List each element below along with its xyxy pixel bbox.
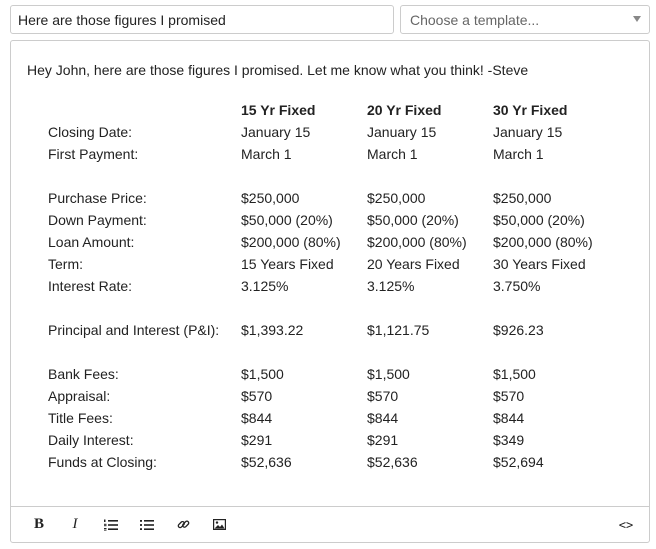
- image-icon: [213, 519, 226, 530]
- table-cell: $844: [241, 410, 273, 426]
- table-row: [48, 275, 603, 297]
- table-cell: $52,636: [241, 454, 292, 470]
- row-label: Appraisal:: [48, 388, 111, 404]
- table-cell: $1,500: [241, 366, 284, 382]
- table-cell: $50,000 (20%): [493, 212, 585, 228]
- column-header: 30 Yr Fixed: [493, 102, 568, 118]
- table-cell: $570: [241, 388, 273, 404]
- template-select[interactable]: [400, 5, 650, 34]
- table-cell: $291: [241, 432, 273, 448]
- numbered-list-button[interactable]: [93, 510, 129, 540]
- row-label: Down Payment:: [48, 212, 147, 228]
- column-header: 15 Yr Fixed: [241, 102, 316, 118]
- spacer-row: [48, 297, 603, 319]
- table-cell: $50,000 (20%): [367, 212, 459, 228]
- table-row: [48, 319, 603, 341]
- table-cell: [367, 341, 493, 363]
- message-editor[interactable]: [10, 40, 650, 543]
- row-label: Bank Fees:: [48, 366, 119, 382]
- figures-table: [48, 99, 603, 473]
- table-cell: [367, 297, 493, 319]
- row-label: [48, 297, 241, 319]
- table-cell: $250,000: [493, 190, 552, 206]
- template-select-label: Choose a template...: [410, 11, 540, 28]
- table-cell: $570: [367, 388, 399, 404]
- table-row: [48, 121, 603, 143]
- row-label: Term:: [48, 256, 83, 272]
- table-cell: $1,500: [493, 366, 536, 382]
- column-header: 20 Yr Fixed: [367, 102, 442, 118]
- table-cell: $570: [493, 388, 525, 404]
- table-row: [48, 209, 603, 231]
- link-button[interactable]: [165, 510, 201, 540]
- table-cell: $200,000 (80%): [493, 234, 593, 250]
- table-cell: [241, 297, 367, 319]
- table-cell: [367, 165, 493, 187]
- row-label: [48, 341, 241, 363]
- editor-content[interactable]: [11, 41, 649, 507]
- table-cell: 3.750%: [493, 278, 541, 294]
- table-row: [48, 385, 603, 407]
- table-cell: $1,393.22: [241, 322, 304, 338]
- link-icon: [177, 518, 190, 531]
- table-cell: $349: [493, 432, 525, 448]
- table-cell: March 1: [493, 146, 544, 162]
- table-cell: $844: [367, 410, 399, 426]
- table-cell: [241, 165, 367, 187]
- bold-button[interactable]: B: [33, 516, 44, 532]
- table-cell: $250,000: [367, 190, 426, 206]
- row-label: Interest Rate:: [48, 278, 133, 294]
- row-label: Closing Date:: [48, 124, 133, 140]
- row-label: [48, 165, 241, 187]
- subject-input[interactable]: [10, 5, 394, 34]
- table-cell: January 15: [241, 124, 311, 140]
- table-cell: $200,000 (80%): [367, 234, 467, 250]
- table-cell: $200,000 (80%): [241, 234, 341, 250]
- table-cell: 15 Years Fixed: [241, 256, 334, 272]
- table-cell: $52,636: [367, 454, 418, 470]
- table-cell: [493, 297, 603, 319]
- source-code-button[interactable]: <>: [618, 518, 634, 532]
- bulleted-list-icon: [140, 519, 154, 531]
- table-cell: 3.125%: [241, 278, 289, 294]
- format-toolbar: [11, 506, 649, 542]
- table-cell: March 1: [367, 146, 418, 162]
- greeting-text: Hey John, here are those figures I promised. Let me know what you think! -Steve: [27, 62, 529, 78]
- image-button[interactable]: [201, 510, 237, 540]
- table-cell: $926.23: [493, 322, 544, 338]
- table-row: [48, 143, 603, 165]
- table-cell: January 15: [493, 124, 563, 140]
- table-row: [48, 253, 603, 275]
- chevron-down-icon: [633, 16, 641, 22]
- table-cell: 20 Years Fixed: [367, 256, 460, 272]
- table-cell: $50,000 (20%): [241, 212, 333, 228]
- table-header-row: [48, 99, 603, 121]
- row-label: Principal and Interest (P&I):: [48, 322, 220, 338]
- numbered-list-icon: [104, 519, 118, 531]
- spacer-row: [48, 165, 603, 187]
- table-cell: [241, 341, 367, 363]
- table-cell: 30 Years Fixed: [493, 256, 586, 272]
- table-cell: $844: [493, 410, 525, 426]
- table-cell: $1,121.75: [367, 322, 430, 338]
- table-cell: January 15: [367, 124, 437, 140]
- table-row: [48, 429, 603, 451]
- bulleted-list-button[interactable]: [129, 510, 165, 540]
- table-cell: [493, 165, 603, 187]
- table-cell: March 1: [241, 146, 292, 162]
- table-row: [48, 187, 603, 209]
- row-label: First Payment:: [48, 146, 139, 162]
- row-label: Daily Interest:: [48, 432, 134, 448]
- row-label: Purchase Price:: [48, 190, 147, 206]
- table-cell: $291: [367, 432, 399, 448]
- italic-button[interactable]: I: [72, 516, 78, 532]
- spacer-row: [48, 341, 603, 363]
- table-row: [48, 231, 603, 253]
- table-row: [48, 407, 603, 429]
- table-row: [48, 363, 603, 385]
- row-label: Loan Amount:: [48, 234, 135, 250]
- row-label: Funds at Closing:: [48, 454, 157, 470]
- table-cell: 3.125%: [367, 278, 415, 294]
- column-header: [48, 99, 241, 121]
- table-cell: $52,694: [493, 454, 544, 470]
- table-cell: [493, 341, 603, 363]
- table-cell: $1,500: [367, 366, 410, 382]
- table-row: [48, 451, 603, 473]
- row-label: Title Fees:: [48, 410, 113, 426]
- table-cell: $250,000: [241, 190, 300, 206]
